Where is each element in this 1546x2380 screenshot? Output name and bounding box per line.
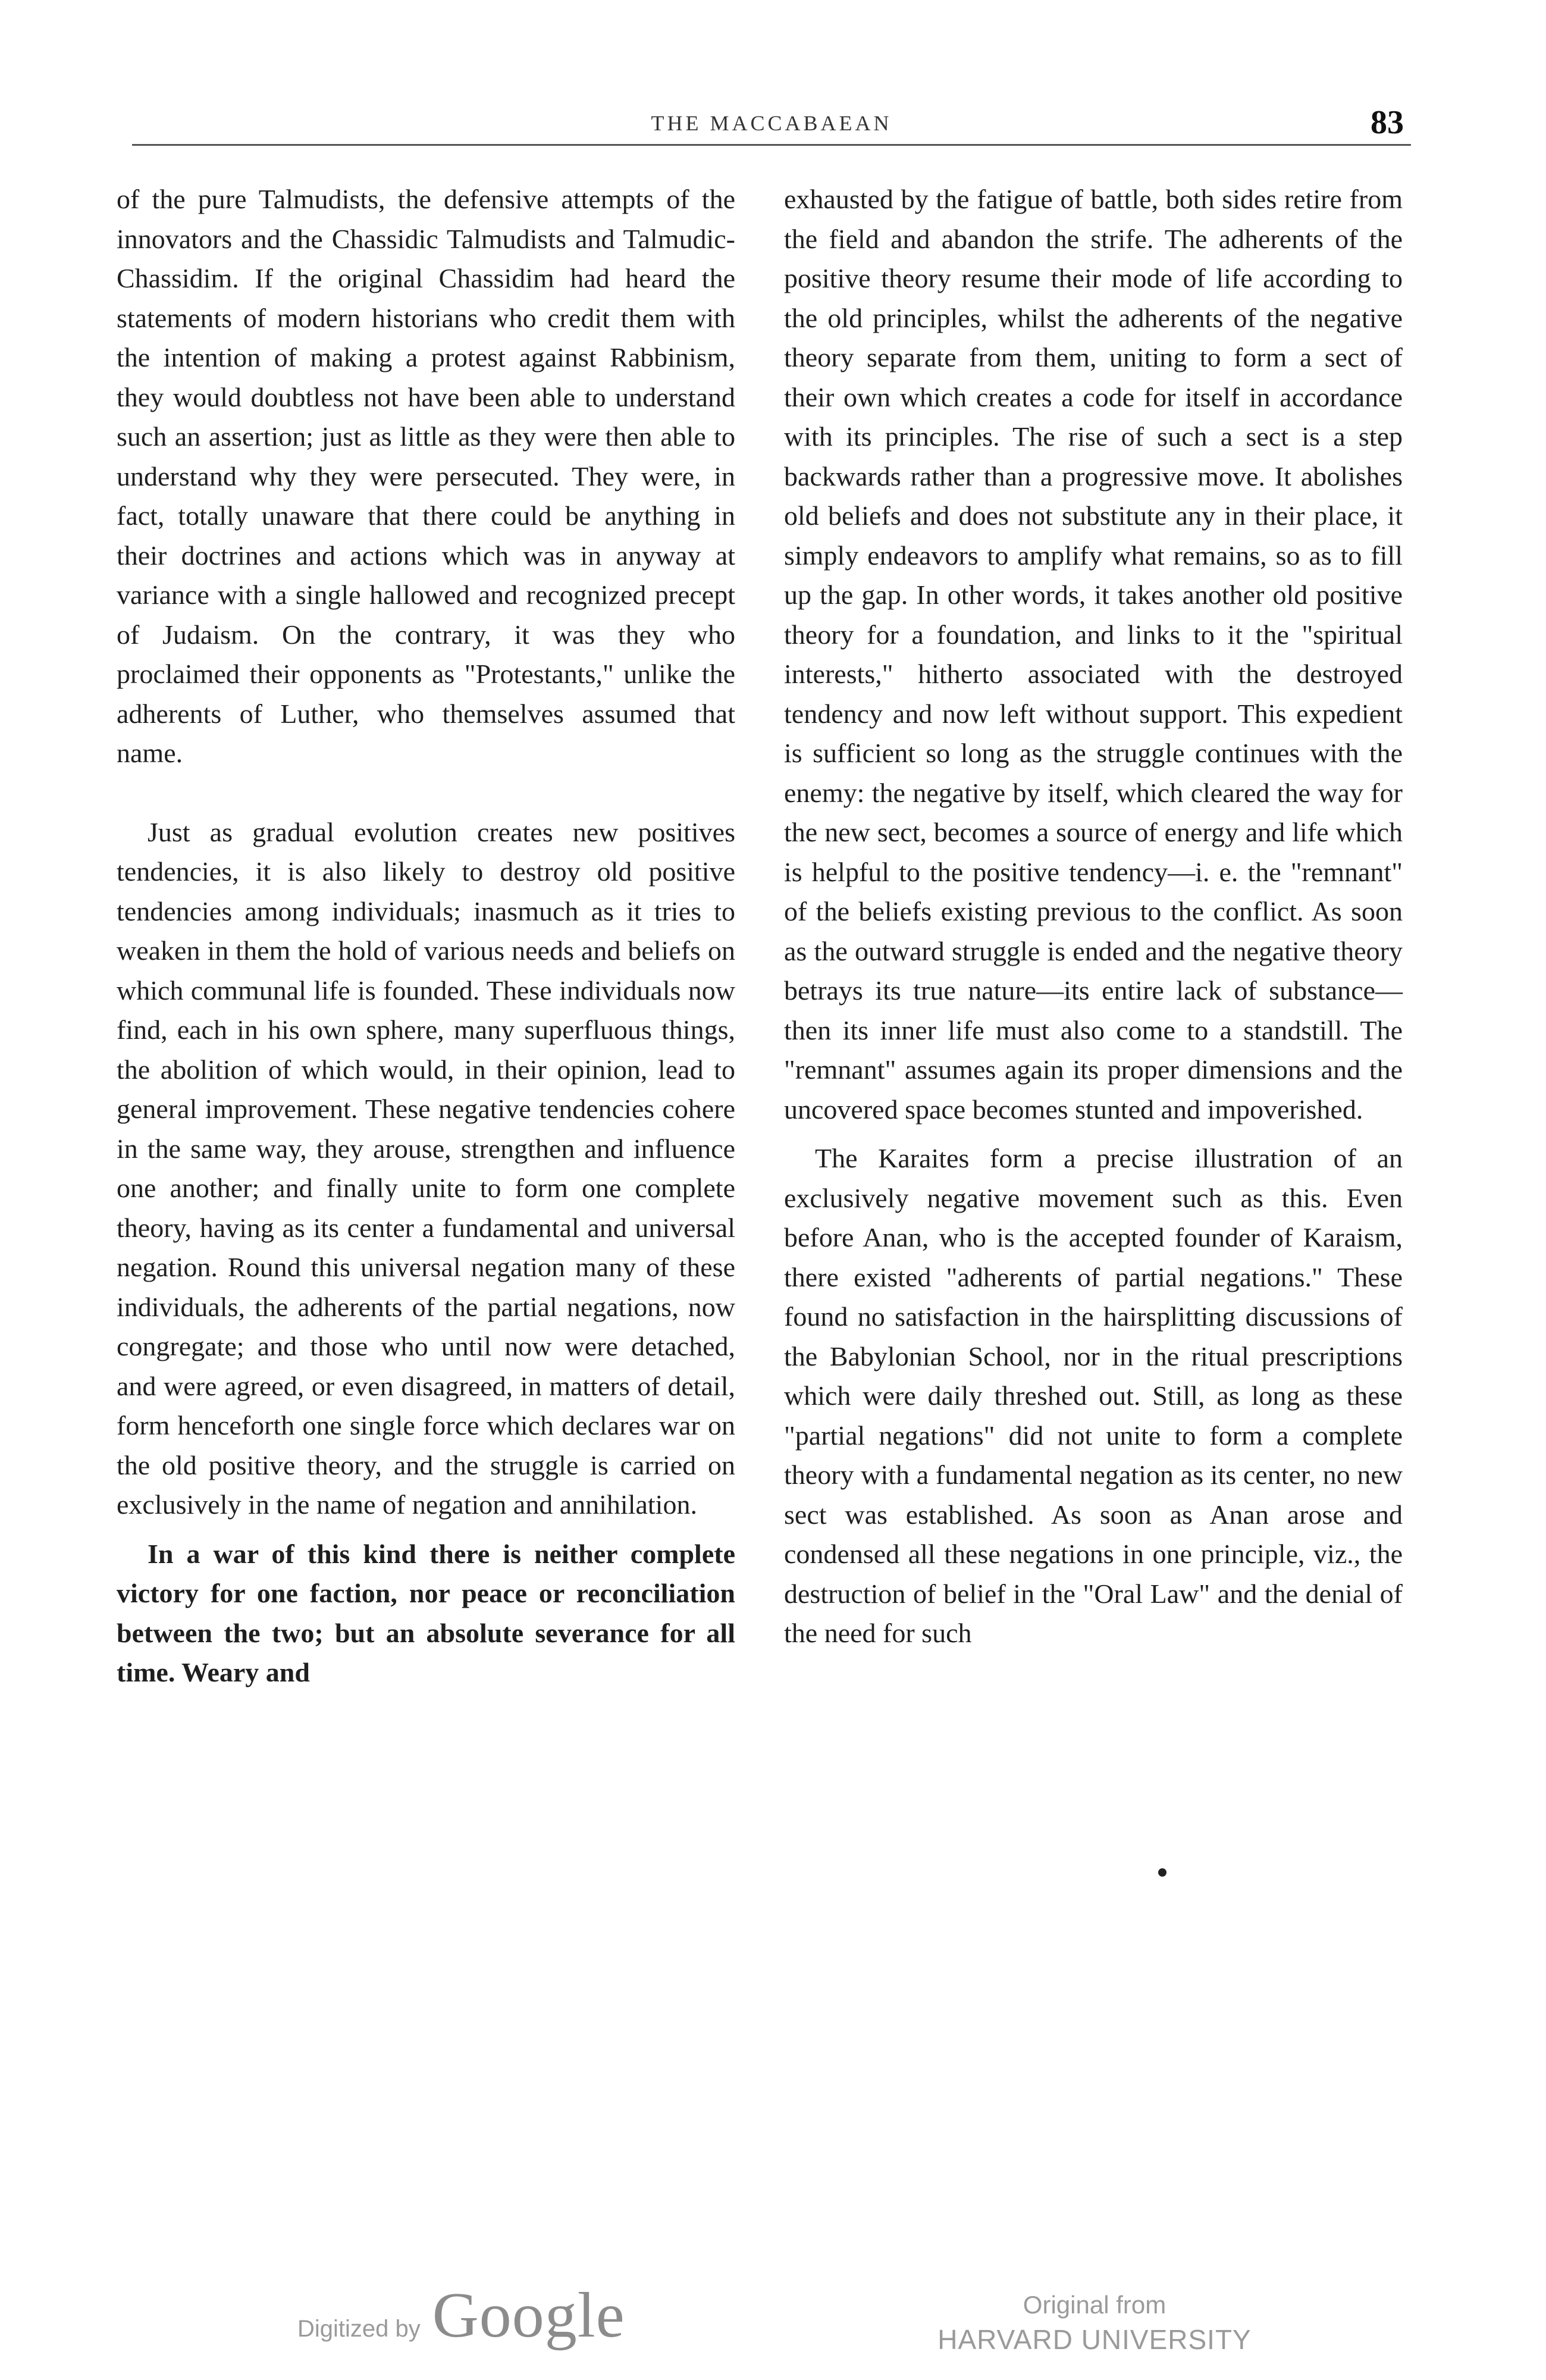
right-column (784, 180, 1403, 1654)
header-rule (132, 144, 1411, 146)
original-source-watermark (928, 2288, 1261, 2357)
paragraph-right-1: exhausted by the fatigue of battle, both sides retire from the field and abandon the strife. The adherents of the positive theory resume their mode of life according to the old principles, whilst the adherents of the negative theory separate from them, uniting to form a sect of their own which creates a code for itself in accordance with its principles. The rise of such a sect is a step backwards rather than a progressive move. It abolishes old beliefs and does not substitute any in their place, it simply endeavors to amplify what remains, so as to fill up the gap. In other words, it takes another old positive theory for a foundation, and links to it the "spiritual interests," hitherto associated with the destroyed tendency and now left without support. This expedient is sufficient so long as the struggle continues with the enemy: the negative by itself, which cleared the way for the new sect, becomes a source of energy and life which is helpful to the positive tendency—i. e. the "remnant" of the beliefs existing previous to the conflict. As soon as the outward struggle is ended and the negative theory betrays its true nature—its entire lack of substance—then its inner life must also come to a standstill. The "remnant" assumes again its proper dimensions and the uncovered space becomes stunted and impoverished. (784, 184, 1403, 1125)
left-column (117, 180, 735, 1693)
paragraph-right-2: The Karaites form a precise illustration of an exclusively negative movement such as this. Even before Anan, who is the accepted founder of Karaism, there existed "adherents of partial negations." These found no satisfaction in the hairsplitting discussions of the Babylonian School, nor in the ritual prescriptions which were daily threshed out. Still, as long as these "partial negations" did not unite to form a complete theory with a fundamental negation as its center, no new sect was established. As soon as Anan arose and condensed all these negations in one principle, viz., the destruction of belief in the "Oral Law" and the denial of the need for such (784, 1143, 1403, 1648)
paragraph-left-3: In a war of this kind there is neither complete victory for one faction, nor peace or reconciliation between the two; but an absolute severance for all time. Weary and (117, 1538, 735, 1687)
page-header (132, 106, 1411, 154)
google-logo: Google (432, 2280, 625, 2351)
page-number: 83 (1371, 104, 1404, 141)
paragraph-left-2: Just as gradual evolution creates new positives tendencies, it is also likely to destroy old positive tendencies among individuals; inasmuch as it tries to weaken in them the hold of various needs and beliefs on which communal life is founded. These individuals now find, each in his own sphere, many superfluous things, the abolition of which would, in their opinion, lead to general improvement. These negative tendencies cohere in the same way, they arouse, strengthen and influence one another; and finally unite to form one complete theory, having as its center a fundamental and universal negation. Round this universal negation many of these individuals, the adherents of the partial negations, now congregate; and those who until now were detached, and were agreed, or even disagreed, in matters of detail, form henceforth one single force which declares war on the old positive theory, and the struggle is carried on exclusively in the name of negation and annihilation. (117, 816, 735, 1520)
institution-label: HARVARD UNIVERSITY (937, 2324, 1252, 2355)
digitized-by-watermark (297, 2279, 625, 2350)
ink-dot (1158, 1868, 1166, 1877)
paragraph-left-1: of the pure Talmudists, the defensive attempts of the innovators and the Chassidic Talmudists and Talmudic-Chassidim. If the original Chassidim had heard the statements of modern historians who credit them with the intention of making a protest against Rabbinism, they would doubtless not have been able to understand such an assertion; just as little as they were then able to understand why they were persecuted. They were, in fact, totally unaware that there could be anything in their doctrines and actions which was in anyway at variance with a single hallowed and recognized precept of Judaism. On the contrary, it was they who proclaimed their opponents as "Protestants," unlike the adherents of Luther, who themselves assumed that name. (117, 184, 735, 768)
running-title: THE MACCABAEAN (651, 111, 892, 135)
original-from-label: Original from (1023, 2291, 1166, 2319)
digitized-by-label: Digitized by (297, 2316, 421, 2342)
